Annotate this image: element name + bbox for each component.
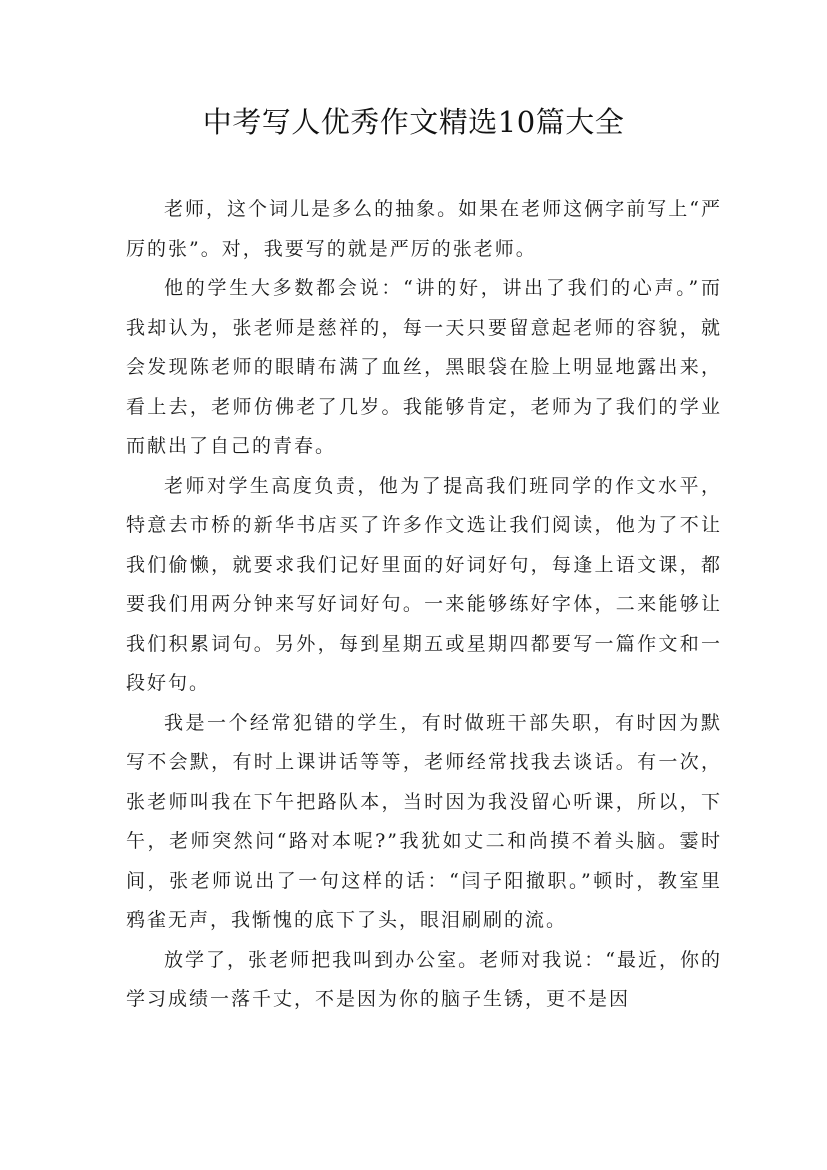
paragraph: 老师对学生高度负责，他为了提高我们班同学的作文水平，特意去市桥的新华书店买了许多作文选让我们阅读，他为了不让我们偷懒，就要求我们记好里面的好词好句，每逢上语文课，都要我们用两分钟来写好词好句。一来能够练好字体，二来能够让我们积累词句。另外，每到星期五或星期四都要写一篇作文和一段好句。 [126, 474, 722, 694]
document-body [126, 190, 722, 1020]
paragraph: 我是一个经常犯错的学生，有时做班干部失职，有时因为默写不会默，有时上课讲话等等，老师经常找我去谈话。有一次，张老师叫我在下午把路队本，当时因为我没留心听课，所以，下午，老师突然问“路对本呢?”我犹如丈二和尚摸不着头脑。霎时间，张老师说出了一句这样的话：“闫子阳撤职。”顿时，教室里鸦雀无声，我惭愧的底下了头，眼泪刷刷的流。 [126, 711, 722, 931]
paragraph: 放学了，张老师把我叫到办公室。老师对我说：“最近，你的学习成绩一落千丈，不是因为你的脑子生锈，更不是因 [126, 948, 722, 1010]
document-title: 中考写人优秀作文精选10篇大全 [202, 105, 625, 139]
paragraph: 老师，这个词儿是多么的抽象。如果在老师这俩字前写上“严厉的张”。对，我要写的就是严厉的张老师。 [126, 198, 722, 260]
paragraph: 他的学生大多数都会说：“讲的好，讲出了我们的心声。”而我却认为，张老师是慈祥的，每一天只要留意起老师的容貌，就会发现陈老师的眼睛布满了血丝，黑眼袋在脸上明显地露出来，看上去，老师仿佛老了几岁。我能够肯定，老师为了我们的学业而献出了自己的青春。 [126, 277, 722, 457]
